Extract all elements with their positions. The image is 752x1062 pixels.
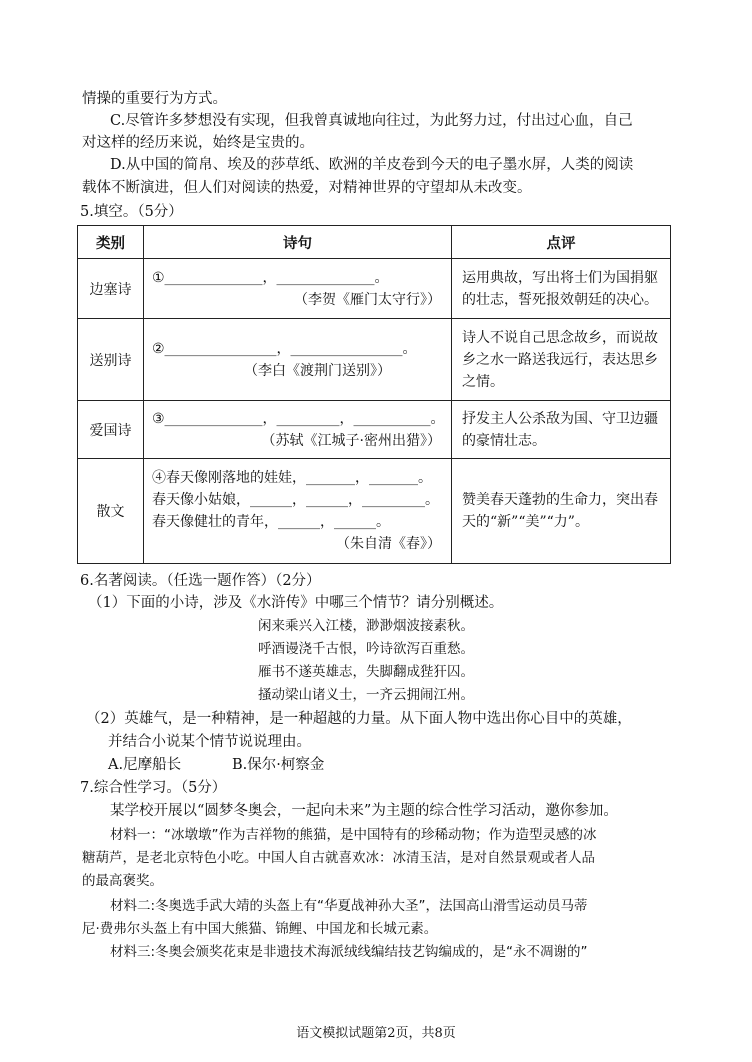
question-7-intro: 某学校开展以“圆梦冬奥会，一起向未来”为主题的综合性学习活动，邀你参加。 [110, 803, 618, 819]
poem-line: 搔动梁山诸义士，一齐云拥闹江州。 [258, 687, 474, 703]
comment-line: 赞美春天蓬勃的生命力，突出春 [462, 492, 658, 508]
poem-line: 闲来乘兴入江楼，渺渺烟波接素秋。 [258, 618, 474, 634]
table-row [78, 259, 671, 319]
verse-line: ④春天像刚落地的娃娃，_______，_______。 [152, 470, 432, 486]
category-cell: 散文 [78, 459, 144, 564]
verse-source: （苏轼《江城子·密州出猎》） [261, 432, 441, 449]
material-line: 糖葫芦，是老北京特色小吃。中国人自古就喜欢冰：冰清玉洁，是对自然景观或者人品 [82, 850, 595, 866]
question-6-sub2: 并结合小说某个情节说说理由。 [108, 734, 311, 750]
question-6-sub2: （2）英雄气，是一种精神，是一种超越的力量。从下面人物中选出你心目中的英雄， [86, 711, 632, 727]
table-row [78, 319, 671, 401]
header-category: 类别 [78, 226, 144, 259]
comment-cell [452, 401, 671, 459]
text-line: 情操的重要行为方式。 [82, 91, 227, 107]
option-d-line: 载体不断演进，但人们对阅读的热爱，对精神世界的守望却从未改变。 [82, 180, 532, 196]
material-line: 的最高褒奖。 [82, 873, 163, 889]
category-cell: 边塞诗 [78, 259, 144, 319]
table-header-row [78, 226, 671, 259]
question-6-sub1: （1）下面的小诗，涉及《水浒传》中哪三个情节？请分别概述。 [88, 595, 504, 611]
material-line: 材料一：“冰墩墩”作为吉祥物的熊猫，是中国特有的珍稀动物；作为造型灵感的冰 [110, 827, 597, 843]
option-a: A.尼摩船长 [108, 757, 182, 773]
verse-line: 春天像健壮的青年，______，______。 [152, 514, 390, 530]
material-line: 材料三:冬奥会颁奖花束是非遗技术海派绒线编结技艺钩编成的，是“永不凋谢的” [110, 944, 588, 960]
verse-line: 春天像小姑娘，______，______，_________。 [152, 492, 439, 508]
comment-cell [452, 319, 671, 401]
category-cell: 爱国诗 [78, 401, 144, 459]
comment-line: 乡之水一路送我远行，表达思乡 [462, 351, 658, 368]
option-c-line: 对这样的经历来说，始终是宝贵的。 [82, 135, 314, 151]
verse-line: ①______________，______________。 [152, 269, 389, 286]
comment-line: 的壮志，誓死报效朝廷的决心。 [462, 291, 658, 308]
verse-line: ③______________，_________，___________。 [152, 410, 445, 427]
comment-line: 运用典故，写出将士们为国捐躯 [462, 269, 658, 286]
comment-line: 的豪情壮志。 [462, 432, 546, 449]
page-footer: 语文模拟试题第2页，共8页 [296, 1026, 456, 1041]
verse-source: （朱自清《春》） [336, 536, 441, 552]
material-line: 材料二:冬奥选手武大靖的头盔上有“华夏战神孙大圣”，法国高山滑雪运动员马蒂 [110, 898, 588, 914]
comment-line: 天的“新”“美”“力”。 [462, 514, 589, 530]
question-5-heading: 5.填空。（5分） [80, 204, 183, 220]
verse-cell [144, 459, 452, 564]
poem-line: 呼酒谩浇千古恨，吟诗欲泻百重愁。 [258, 641, 474, 657]
fill-in-table [77, 225, 671, 564]
table-row [78, 459, 671, 564]
material-line: 尼·费弗尔头盔上有中国大熊猫、锦鲤、中国龙和长城元素。 [82, 921, 438, 937]
table-row [78, 401, 671, 459]
comment-line: 诗人不说自己思念故乡，而说故 [462, 329, 658, 346]
option-d-line: D.从中国的简帛、埃及的莎草纸、欧洲的羊皮卷到今天的电子墨水屏，人类的阅读 [110, 157, 634, 173]
option-c-line: C.尽管许多梦想没有实现，但我曾真诚地向往过，为此努力过，付出过心血，自己 [110, 113, 633, 129]
poem-line: 雁书不遂英雄志，失脚翻成狴犴囚。 [258, 664, 474, 680]
verse-cell [144, 259, 452, 319]
verse-source: （李白《渡荆门送别》） [244, 362, 391, 379]
verse-line: ②________________，________________。 [152, 340, 417, 357]
question-7-heading: 7.综合性学习。（5分） [80, 780, 227, 796]
header-verse: 诗句 [144, 226, 452, 259]
header-comment: 点评 [452, 226, 671, 259]
question-6-heading: 6.名著阅读。（任选一题作答）（2分） [80, 573, 321, 589]
comment-line: 抒发主人公杀敌为国、守卫边疆 [462, 410, 658, 427]
comment-line: 之情。 [462, 373, 504, 390]
category-cell: 送别诗 [78, 319, 144, 401]
comment-cell [452, 259, 671, 319]
verse-cell [144, 319, 452, 401]
verse-source: （李贺《雁门太守行》） [294, 291, 441, 308]
comment-cell [452, 459, 671, 564]
option-b: B.保尔·柯察金 [232, 757, 325, 773]
verse-cell [144, 401, 452, 459]
